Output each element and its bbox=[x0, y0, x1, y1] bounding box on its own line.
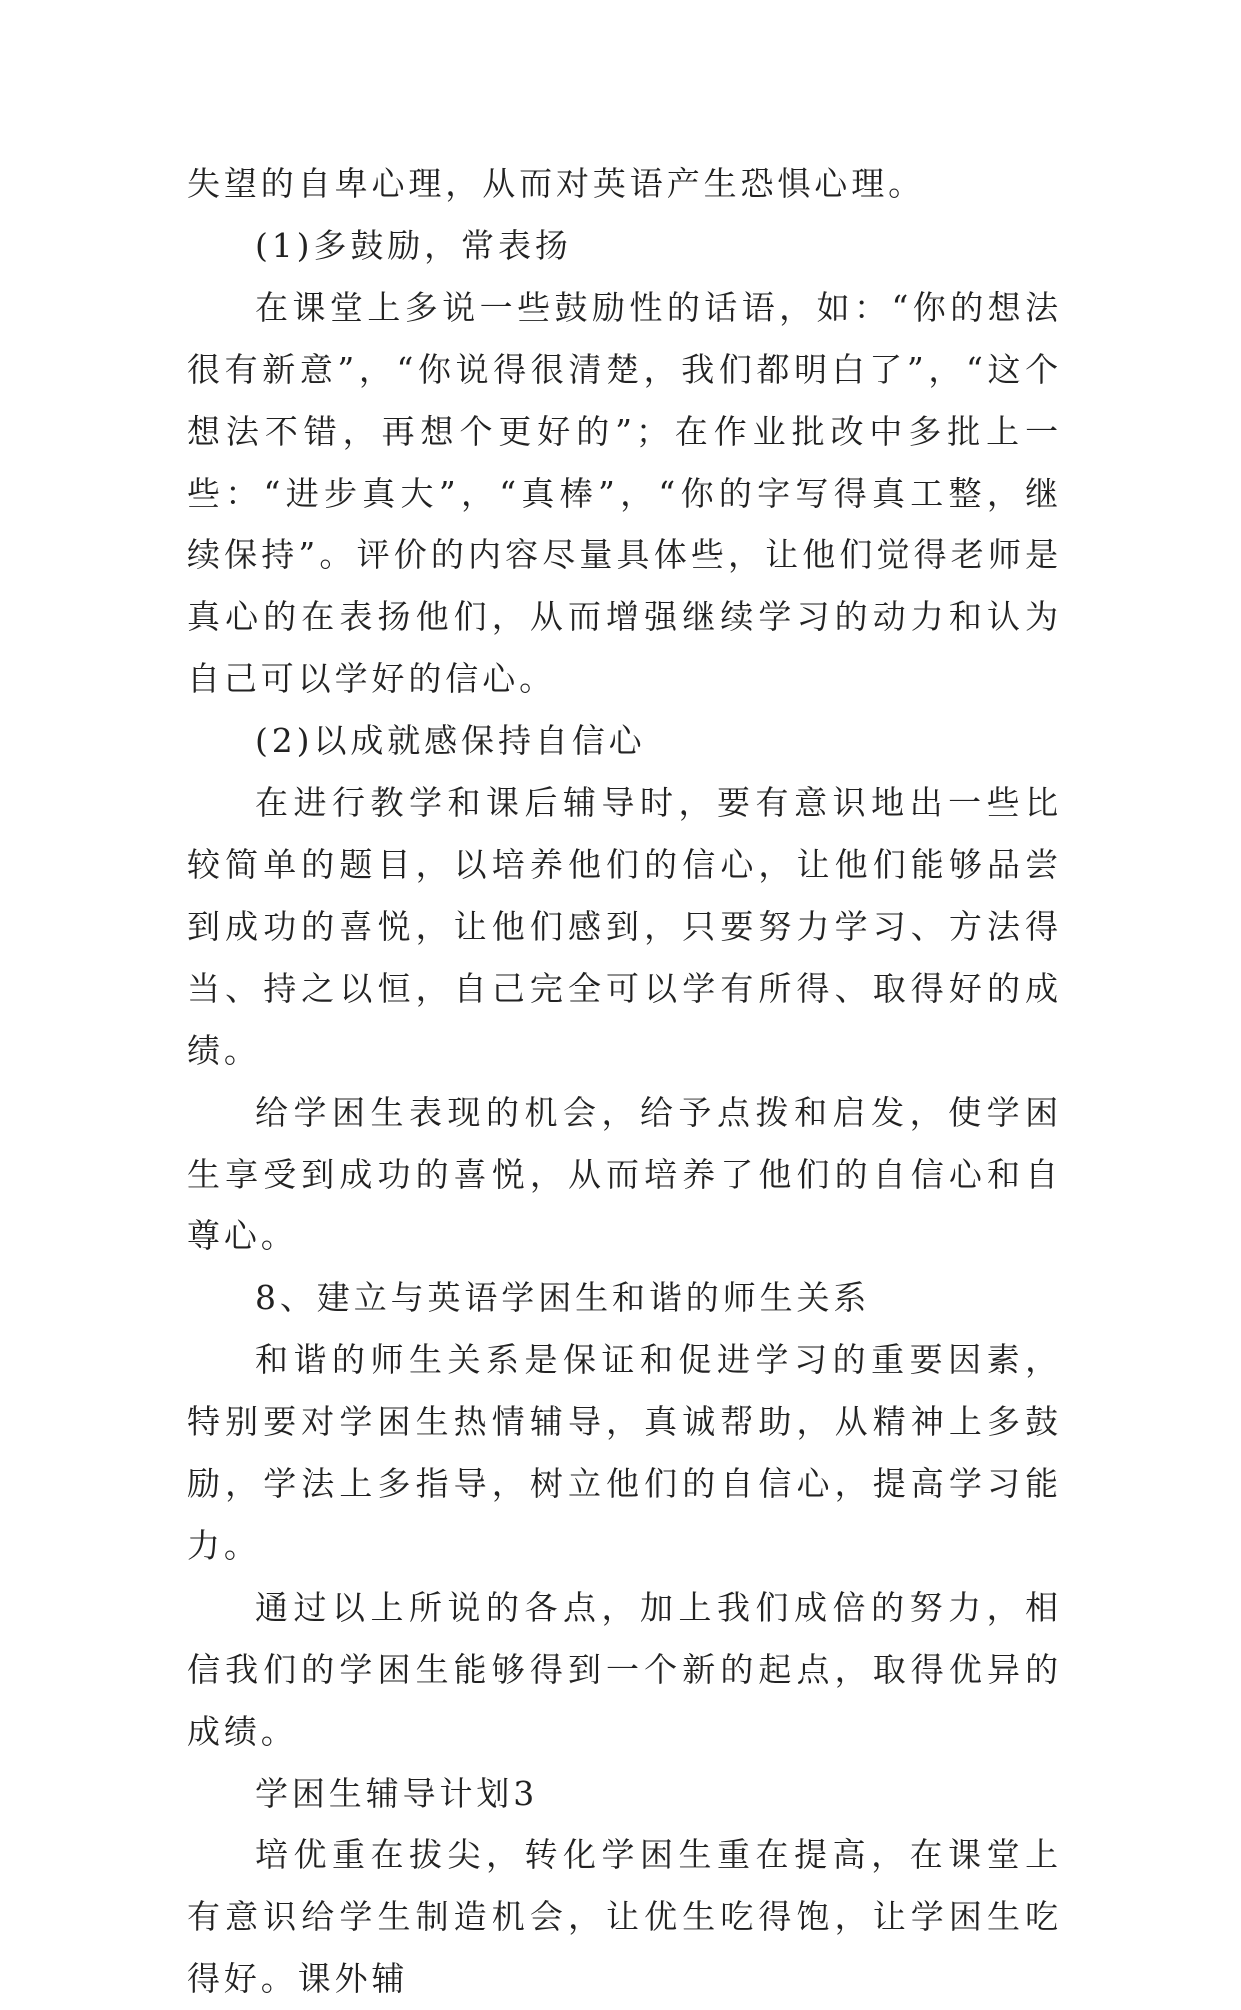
paragraph-relationship: 和谐的师生关系是保证和促进学习的重要因素，特别要对学困生热情辅导，真诚帮助，从精神上多鼓励，学法上多指导，树立他们的自信心，提高学习能力。 bbox=[187, 1340, 1062, 1565]
paragraph-simple-questions: 在进行教学和课后辅导时，要有意识地出一些比较简单的题目，以培养他们的信心，让他们能够品尝到成功的喜悦，让他们感到，只要努力学习、方法得当、持之以恒，自己完全可以学有所得、取得好的成绩。 bbox=[187, 783, 1062, 1070]
paragraph-continuation: 失望的自卑心理，从而对英语产生恐惧心理。 bbox=[187, 164, 925, 203]
paragraph-opportunity: 给学困生表现的机会，给予点拨和启发，使学困生享受到成功的喜悦，从而培养了他们的自信心和自尊心。 bbox=[187, 1092, 1062, 1256]
section-title-plan-3: 学困生辅导计划3 bbox=[255, 1773, 539, 1813]
paragraph-plan-3-intro: 培优重在拔尖，转化学困生重在提高，在课堂上有意识给学生制造机会，让优生吃得饱，让学困生吃得好。课外辅 bbox=[187, 1835, 1062, 1999]
section-heading-relationship: 8、建立与英语学困生和谐的师生关系 bbox=[255, 1278, 871, 1318]
paragraph-praise: 在课堂上多说一些鼓励性的话语，如：“你的想法很有新意”，“你说得很清楚，我们都明白了”，“这个想法不错，再想个更好的”；在作业批改中多批上一些：“进步真大”，“真棒”，“你的字写得真工整，继续保持”。评价的内容尽量具体些，让他们觉得老师是真心的在表扬他们，从而增强继续学习的动力和认为自己可以学好的信心。 bbox=[187, 287, 1062, 699]
paragraph-conclusion: 通过以上所说的各点，加上我们成倍的努力，相信我们的学困生能够得到一个新的起点，取得优异的成绩。 bbox=[187, 1587, 1062, 1751]
subheading-encourage: (1)多鼓励，常表扬 bbox=[255, 225, 572, 265]
subheading-achievement: (2)以成就感保持自信心 bbox=[255, 721, 646, 761]
document-body bbox=[187, 153, 1062, 2010]
